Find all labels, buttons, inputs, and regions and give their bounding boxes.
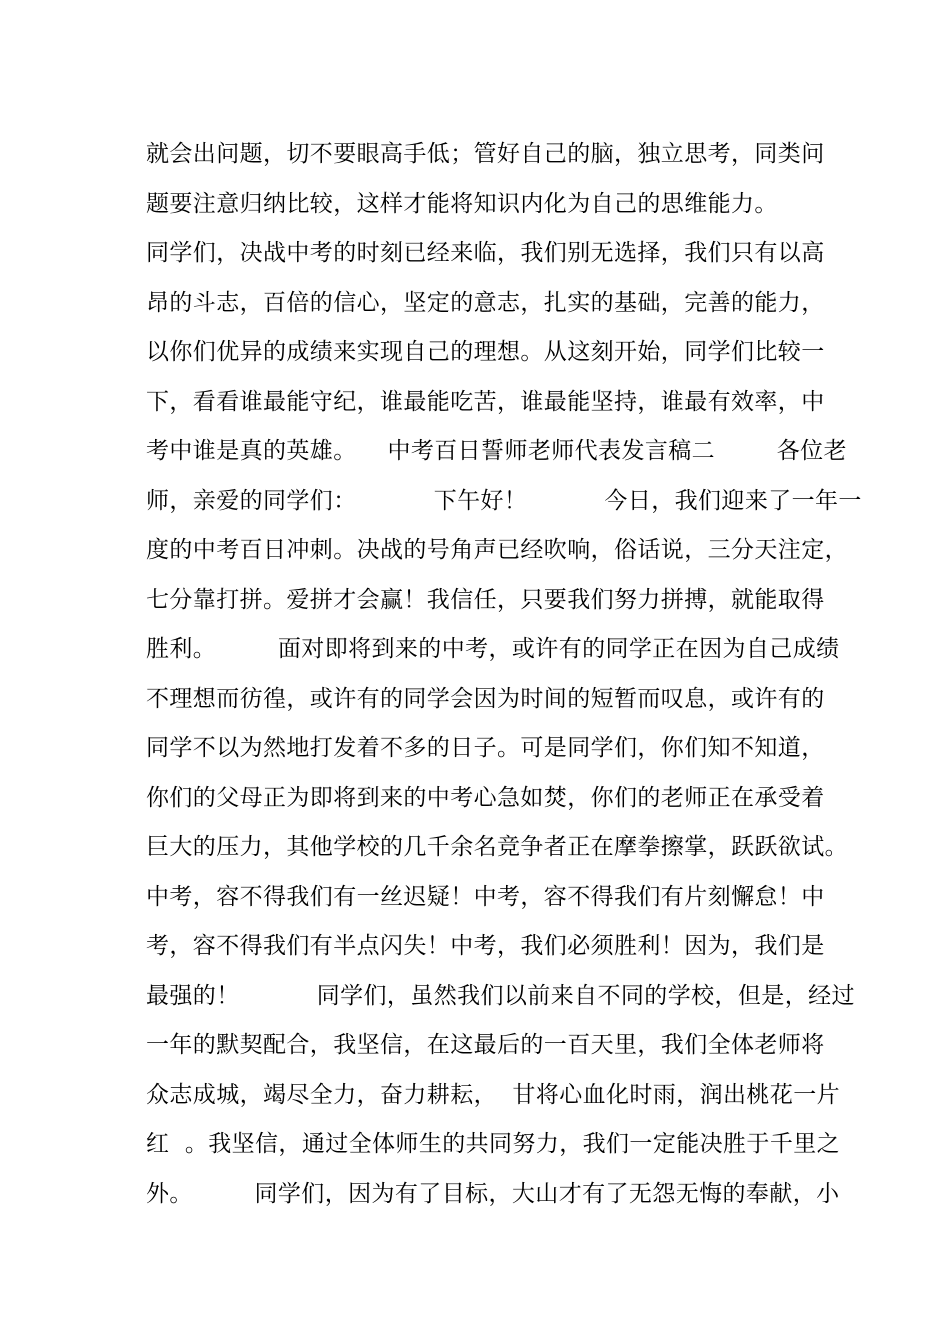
text-line: 下，看看谁最能守纪，谁最能吃苦，谁最能坚持，谁最有效率，中 [146, 388, 825, 415]
text-line: 以你们优异的成绩来实现自己的理想。从这刻开始，同学们比较一 [146, 339, 825, 365]
text-line: 度的中考百日冲刺。决战的号角声已经吹响，俗话说，三分天注定， [146, 537, 848, 563]
text-line: 师，亲爱的同学们： 下午好！ 今日，我们迎来了一年一 [146, 487, 862, 514]
text-line: 巨大的压力，其他学校的几千余名竞争者正在摩拳擦掌，跃跃欲试。 [146, 834, 848, 860]
text-line: 外。 同学们，因为有了目标，大山才有了无怨无悔的奉献，小 [146, 1180, 840, 1207]
text-line: 同学不以为然地打发着不多的日子。可是同学们，你们知不知道， [146, 735, 825, 761]
body-text [146, 130, 862, 1219]
text-line: 最强的！ 同学们，虽然我们以前来自不同的学校，但是，经过 [146, 982, 855, 1009]
text-line: 就会出问题，切不要眼高手低；管好自己的脑，独立思考，同类问 [146, 141, 825, 167]
text-line: 中考，容不得我们有一丝迟疑！中考，容不得我们有片刻懈怠！中 [146, 883, 825, 910]
text-line: 昂的斗志，百倍的信心，坚定的意志，扎实的基础，完善的能力， [146, 289, 825, 316]
text-line: 胜利。 面对即将到来的中考，或许有的同学正在因为自己成绩 [146, 636, 840, 662]
text-line: 红 。我坚信，通过全体师生的共同努力，我们一定能决胜于千里之 [146, 1131, 841, 1157]
text-line: 题要注意归纳比较，这样才能将知识内化为自己的思维能力。 [146, 190, 778, 217]
text-line: 同学们，决战中考的时刻已经来临，我们别无选择，我们只有以高 [146, 240, 825, 266]
text-line: 考中谁是真的英雄。 中考百日誓师老师代表发言稿二 各位老 [146, 438, 847, 464]
text-line: 一年的默契配合，我坚信，在这最后的一百天里，我们全体老师将 [146, 1032, 825, 1058]
text-line: 你们的父母正为即将到来的中考心急如焚，你们的老师正在承受着 [146, 784, 825, 811]
text-line: 不理想而彷徨，或许有的同学会因为时间的短暂而叹息，或许有的 [146, 685, 825, 712]
text-line: 考，容不得我们有半点闪失！中考，我们必须胜利！因为，我们是 [146, 933, 825, 959]
text-line: 众志成城，竭尽全力，奋力耕耘， 甘将心血化时雨，润出桃花一片 [146, 1081, 841, 1108]
text-line: 七分靠打拼。爱拼才会赢！我信任，只要我们努力拼搏，就能取得 [146, 586, 825, 613]
